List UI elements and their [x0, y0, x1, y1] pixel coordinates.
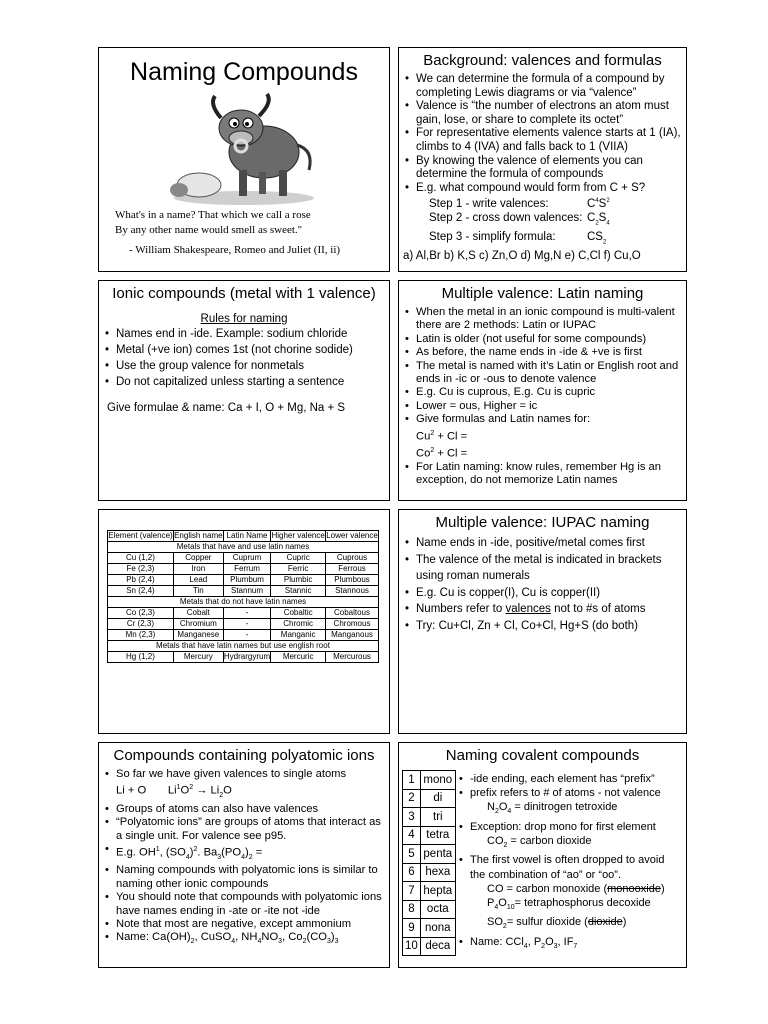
bullet: • Try: Cu+Cl, Zn + Cl, Co+Cl, Hg+S (do both) [405, 618, 682, 635]
prefix-row [403, 900, 456, 919]
table-cell: Copper [173, 553, 223, 564]
prefix-name: mono [420, 771, 455, 790]
slide-title: Compounds containing polyatomic ions [113, 747, 375, 764]
step-2: Step 2 - cross down valences: $C_2S_4$ [429, 211, 610, 227]
prefix-number: 6 [403, 863, 421, 882]
section-row [108, 597, 379, 608]
slide-metals-table [98, 509, 390, 734]
table-cell: Cuprous [326, 553, 379, 564]
cartoon-bull-image [149, 90, 339, 208]
bullet: • Metal (+ve ion) comes 1st (not chorine sodide) [105, 342, 385, 358]
prefix-number: 3 [403, 808, 421, 827]
prefix-row [403, 919, 456, 938]
table-cell: Manganese [173, 630, 223, 641]
table-cell: Ferrous [326, 564, 379, 575]
quote-attribution: - William Shakespeare, Romeo and Juliet (II, ii) [129, 244, 341, 256]
bullet: • Numbers refer to valences not to #s of atoms [405, 601, 682, 618]
table-cell: Chromium [173, 619, 223, 630]
table-cell: Cr (2,3) [108, 619, 174, 630]
table-cell: Plumbic [271, 575, 326, 586]
slide-title: Ionic compounds (metal with 1 valence) [112, 285, 376, 302]
table-cell: Iron [173, 564, 223, 575]
bullet: • Name ends in -ide, positive/metal comes first [405, 535, 682, 552]
prefix-number: 1 [403, 771, 421, 790]
table-cell: Mercury [173, 652, 223, 663]
bullet: • Note that most are negative, except ammonium [105, 918, 385, 931]
table-cell: Hydrargyrum [223, 652, 271, 661]
table-cell: English name [174, 531, 223, 540]
table-cell: Cobaltous [326, 608, 379, 619]
prefix-row [403, 771, 456, 790]
table-cell: Tin [173, 586, 223, 597]
bullet: • Give formulas and Latin names for: [405, 413, 682, 426]
slide-background-valences [398, 47, 687, 272]
bullet: • “Polyatomic ions” are groups of atoms that interact as a single unit. For valence see p95. [105, 816, 385, 843]
table-cell: Ferrum [223, 564, 271, 575]
bullet: • Name: CCl$_4$, $P_2O_3$, $IF_7$ [459, 935, 681, 954]
bullet: • Names end in -ide. Example: sodium chloride [105, 326, 385, 342]
table-cell: Higher valence [271, 531, 325, 540]
prefix-name: tri [420, 808, 455, 827]
prefix-number: 4 [403, 826, 421, 845]
slide-naming-compounds [98, 47, 390, 272]
table-cell: Mercuric [271, 652, 326, 663]
bullet: • When the metal in an ionic compound is multi-valent there are 2 methods: Latin or IUPAC [405, 306, 682, 333]
step-3: Step 3 - simplify formula: $CS_2$ [429, 230, 607, 245]
table-cell: Co (2,3) [108, 608, 174, 619]
table-cell: Lower valence [326, 531, 378, 540]
prefix-number: 5 [403, 845, 421, 864]
bullet: • Exception: drop mono for first element [459, 820, 681, 834]
bullet: • Valence is “the number of electrons an atom must gain, lose, or share to complete its octet” [405, 100, 682, 127]
table-cell: Manganic [271, 630, 326, 641]
table-cell: Fe (2,3) [108, 564, 174, 575]
prefix-name: hexa [420, 863, 455, 882]
bullet: • As before, the name ends in -ide & +ve is first [405, 346, 682, 359]
formula-line: $Cu^2 + Cl$ = [416, 429, 468, 443]
table-cell: Cu (1,2) [108, 553, 174, 564]
metals-valence-table [107, 530, 379, 663]
slide-covalent-compounds [398, 742, 687, 968]
prefix-name: tetra [420, 826, 455, 845]
bullet: • You should note that compounds with polyatomic ions have names ending in -ate or -ite not -ide [105, 891, 385, 918]
bullet: • By knowing the valence of elements you can determine the formula of compounds [405, 155, 682, 182]
table-cell: - [223, 608, 271, 619]
step1-formula: $C^4S^2$ [587, 198, 610, 211]
bullet: • Naming compounds with polyatomic ions is similar to naming other ionic compounds [105, 864, 385, 891]
slide-title: Naming covalent compounds [445, 747, 640, 764]
example-line: CO = carbon monoxide (monooxide) [487, 882, 665, 895]
table-cell: Latin Name [223, 531, 271, 542]
table-cell: Element (valence) [108, 531, 173, 540]
table-row [108, 553, 379, 564]
example-line: $P_4O_{10}=$ tetraphosphorus decoxide [487, 897, 651, 912]
bullet: • For Latin naming: know rules, remember Hg is an exception, do not memorize Latin names [405, 461, 682, 488]
table-cell: Chromous [326, 619, 379, 630]
bullet: • prefix refers to # of atoms - not valence [459, 786, 681, 800]
table-cell: Plumbous [326, 575, 379, 586]
header-row [108, 531, 379, 542]
prefix-row [403, 937, 456, 956]
section-row [108, 641, 379, 652]
section-row [108, 542, 379, 553]
prefix-number: 7 [403, 882, 421, 901]
rules-heading: Rules for naming [200, 313, 288, 325]
table-cell: Hg (1,2) [108, 652, 174, 663]
table-cell: Pb (2,4) [108, 575, 174, 586]
bullet: • Lower = ous, Higher = ic [405, 400, 682, 413]
table-cell: Stannic [271, 586, 326, 597]
prefix-number: 8 [403, 900, 421, 919]
prefix-name: di [420, 789, 455, 808]
prefix-row [403, 882, 456, 901]
table-cell: Manganous [326, 630, 379, 641]
example-line: $CO_2$ = carbon dioxide [487, 835, 592, 850]
step-1: Step 1 - write valences: $C^4S^2$ [429, 198, 610, 211]
section-label: Metals that have and use latin names [108, 542, 379, 553]
table-cell: Mercurous [326, 652, 379, 663]
table-cell: Ferric [271, 564, 326, 575]
slide-latin-naming [398, 280, 687, 501]
bullet: • Do not capitalized unless starting a sentence [105, 374, 385, 390]
slide-iupac-naming [398, 509, 687, 734]
bullet: • E.g. Cu is cuprous, E.g. Cu is cupric [405, 386, 682, 399]
bullet: • E.g. Cu is copper(I), Cu is copper(II) [405, 585, 682, 602]
section-label: Metals that do not have latin names [108, 597, 379, 608]
bullet: • -ide ending, each element has “prefix” [459, 772, 681, 786]
bullet: • Name: $Ca(OH)_2$, CuSO$_4$, $NH_4NO_3$, $Co_2(CO_3)_3$ [105, 931, 385, 949]
table-cell: Mn (2,3) [108, 630, 174, 641]
prefix-number: 2 [403, 789, 421, 808]
table-row [108, 608, 379, 619]
bullet: • The first vowel is often dropped to avoid the combination of “ao” or “oo”. [459, 853, 681, 881]
table-cell: Lead [173, 575, 223, 586]
prefix-row [403, 826, 456, 845]
quote-line-2: By any other name would smell as sweet." [115, 224, 303, 236]
slide-polyatomic-ions [98, 742, 390, 968]
table-cell: - [223, 619, 271, 630]
prefix-name: nona [420, 919, 455, 938]
slide-title: Background: valences and formulas [423, 52, 662, 69]
slide-ionic-compounds [98, 280, 390, 501]
table-row [108, 575, 379, 586]
table-row [108, 586, 379, 597]
table-cell: Plumbum [223, 575, 271, 586]
table-cell: Cuprum [223, 553, 271, 564]
table-cell: Sn (2,4) [108, 586, 174, 597]
shakespeare-quote [115, 208, 340, 258]
example-line: $N_2O_4$ = dinitrogen tetroxide [487, 801, 618, 816]
quote-line-1: What's in a name? That which we call a rose [115, 209, 311, 221]
bullet: • For representative elements valence starts at 1 (IA), climbs to 4 (IVA) and falls back to 1 (VIIA) [405, 127, 682, 154]
step3-formula: $CS_2$ [587, 230, 607, 245]
table-cell: Stannous [326, 586, 379, 597]
table-cell: Chromic [271, 619, 326, 630]
prefix-row [403, 845, 456, 864]
table-cell: Cupric [271, 553, 326, 564]
prefix-name: penta [420, 845, 455, 864]
table-cell: Cobalt [173, 608, 223, 619]
slide-title: Naming Compounds [130, 58, 358, 86]
prefix-number: 9 [403, 919, 421, 938]
prefix-row [403, 808, 456, 827]
bullet: • Latin is older (not useful for some compounds) [405, 333, 682, 346]
table-row [108, 619, 379, 630]
bullet: • Use the group valence for nonmetals [105, 358, 385, 374]
prefix-name: deca [420, 937, 455, 956]
exercise-line: Give formulae & name: Ca + I, O + Mg, Na + S [107, 402, 346, 414]
table-cell: - [223, 630, 271, 641]
bullet: • Groups of atoms can also have valences [105, 803, 385, 816]
slide-title: Multiple valence: Latin naming [441, 285, 644, 302]
table-row [108, 652, 379, 663]
prefix-row [403, 789, 456, 808]
table-cell: Stannum [223, 586, 271, 597]
prefix-row [403, 863, 456, 882]
prefix-table [402, 770, 456, 956]
bullet: • E.g. what compound would form from C + S? [405, 182, 682, 196]
bullet: • The valence of the metal is indicated in brackets using roman numerals [405, 552, 682, 585]
bullet: • We can determine the formula of a compound by completing Lewis diagrams or via “valence” [405, 73, 682, 100]
slide-title: Multiple valence: IUPAC naming [435, 514, 650, 531]
prefix-name: octa [420, 900, 455, 919]
formula-line: $Co^2 + Cl$ = [416, 446, 468, 460]
section-label: Metals that have latin names but use english root [108, 641, 379, 652]
table-row [108, 564, 379, 575]
table-row [108, 630, 379, 641]
exercise-line: a) Al,Br b) K,S c) Zn,O d) Mg,N e) C,Cl f) Cu,O [403, 249, 641, 262]
prefix-number: 10 [403, 937, 421, 956]
bullet: • So far we have given valences to single atoms [105, 768, 385, 781]
step2-formula: $C_2S_4$ [587, 211, 610, 227]
table-cell: Cobaltic [271, 608, 326, 619]
formula-line: Li + O $Li^1O^2 \to Li_2O$ [116, 784, 232, 800]
bullet: • The metal is named with it’s Latin or English root and ends in -ic or -ous to denote valence [405, 360, 682, 387]
prefix-name: hepta [420, 882, 455, 901]
example-line: $SO_2=$ sulfur dioxide (dioxide) [487, 916, 627, 931]
bullet: • E.g. $OH^1$, $(SO_4)^2$. $Ba_3(PO_4)_2$ = [105, 843, 385, 864]
